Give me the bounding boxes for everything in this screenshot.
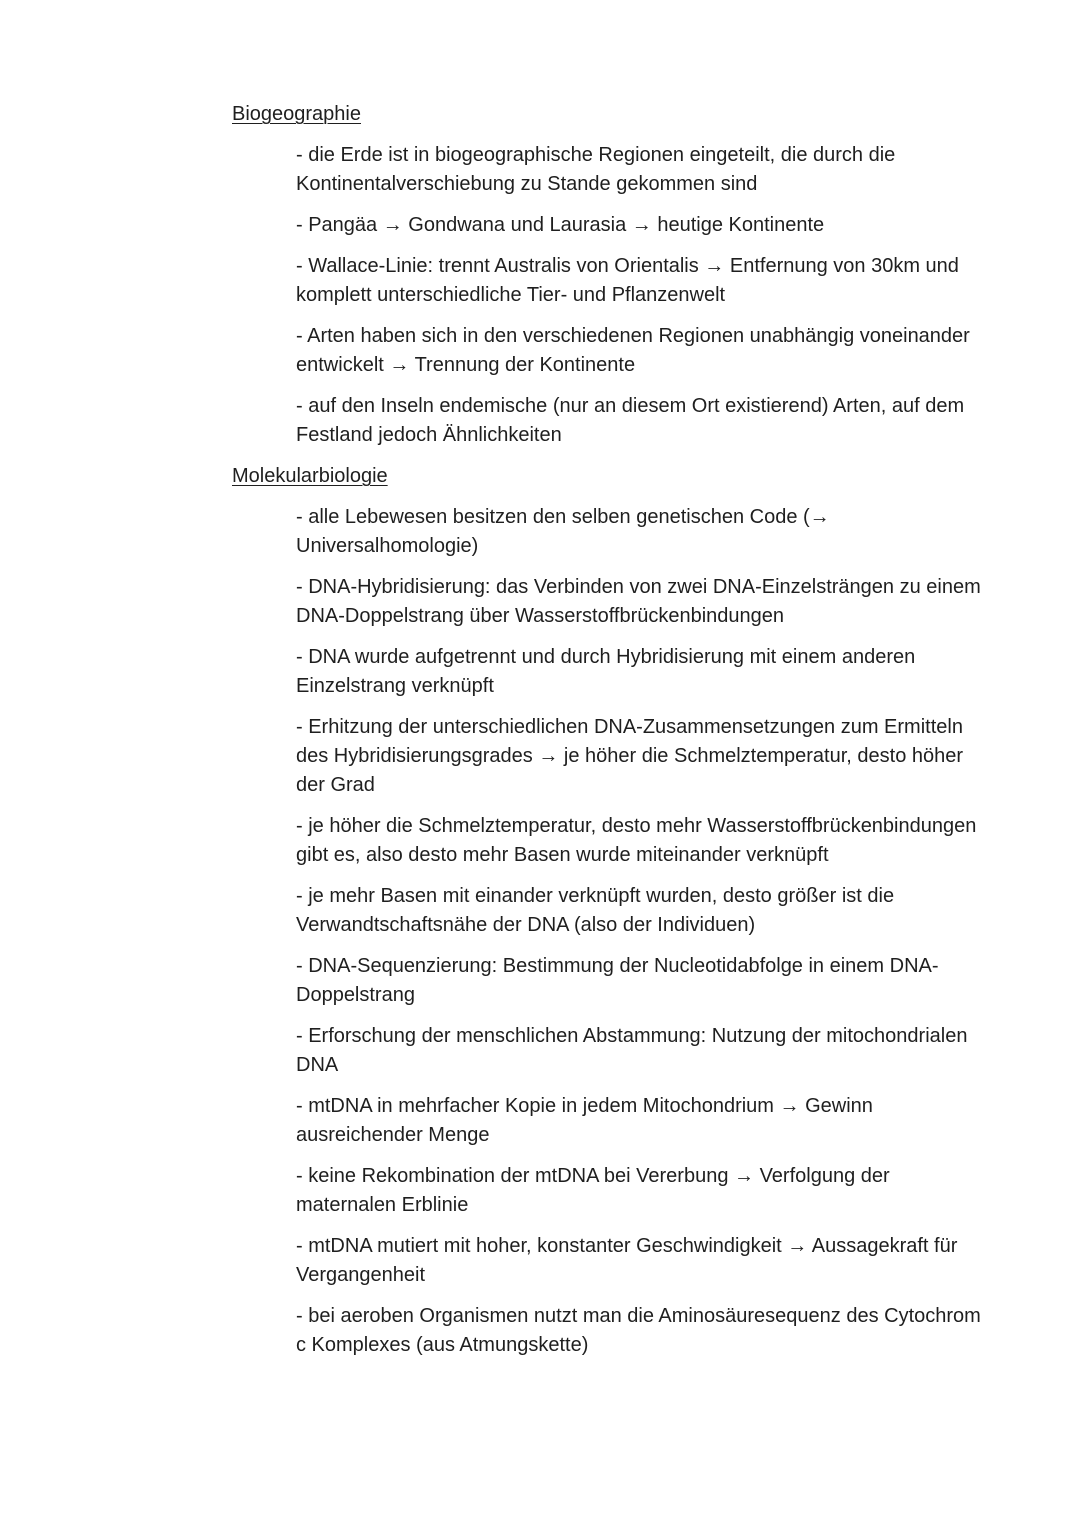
- list-item: - Erhitzung der unterschiedlichen DNA-Zusammensetzungen zum Ermitteln des Hybridisierungsgrades → je höher die Schmelztemperatur, desto höher der Grad: [296, 716, 964, 796]
- section-heading-molekularbiologie: Molekularbiologie: [232, 465, 388, 487]
- list-item: - alle Lebewesen besitzen den selben genetischen Code (→ Universalhomologie): [296, 506, 830, 557]
- list-item: - keine Rekombination der mtDNA bei Vererbung → Verfolgung der maternalen Erblinie: [296, 1165, 890, 1216]
- list-item: - Wallace-Linie: trennt Australis von Orientalis → Entfernung von 30km und komplett unterschiedliche Tier- und Pflanzenwelt: [296, 255, 959, 306]
- bullet-list-molekularbiologie: [232, 503, 992, 1360]
- list-item: - bei aeroben Organismen nutzt man die Aminosäuresequenz des Cytochrom c Komplexes (aus Atmungskette): [296, 1305, 981, 1356]
- list-item: - Arten haben sich in den verschiedenen Regionen unabhängig voneinander entwickelt → Trennung der Kontinente: [296, 325, 970, 376]
- list-item: - die Erde ist in biogeographische Regionen eingeteilt, die durch die Kontinentalverschiebung zu Stande gekommen sind: [296, 144, 896, 195]
- list-item: - je mehr Basen mit einander verknüpft wurden, desto größer ist die Verwandtschaftsnähe der DNA (also der Individuen): [296, 885, 895, 936]
- list-item: - je höher die Schmelztemperatur, desto mehr Wasserstoffbrückenbindungen gibt es, also desto mehr Basen wurde miteinander verknüpft: [296, 815, 977, 866]
- section-heading-biogeographie: Biogeographie: [232, 103, 361, 125]
- list-item: - mtDNA in mehrfacher Kopie in jedem Mitochondrium → Gewinn ausreichender Menge: [296, 1095, 873, 1146]
- list-item: - DNA wurde aufgetrennt und durch Hybridisierung mit einem anderen Einzelstrang verknüpft: [296, 646, 916, 697]
- list-item: - DNA-Sequenzierung: Bestimmung der Nucleotidabfolge in einem DNA-Doppelstrang: [296, 955, 939, 1006]
- bullet-list-biogeographie: [232, 141, 992, 450]
- list-item: - DNA-Hybridisierung: das Verbinden von zwei DNA-Einzelsträngen zu einem DNA-Doppelstrang über Wasserstoffbrückenbindungen: [296, 576, 981, 627]
- list-item: - mtDNA mutiert mit hoher, konstanter Geschwindigkeit → Aussagekraft für Vergangenheit: [296, 1235, 958, 1286]
- list-item: - Pangäa → Gondwana und Laurasia → heutige Kontinente: [296, 214, 825, 236]
- section-molekularbiologie: [232, 462, 992, 1360]
- list-item: - Erforschung der menschlichen Abstammung: Nutzung der mitochondrialen DNA: [296, 1025, 968, 1076]
- document-body: [232, 100, 992, 1372]
- list-item: - auf den Inseln endemische (nur an diesem Ort existierend) Arten, auf dem Festland jedoch Ähnlichkeiten: [296, 395, 965, 446]
- section-biogeographie: [232, 100, 992, 450]
